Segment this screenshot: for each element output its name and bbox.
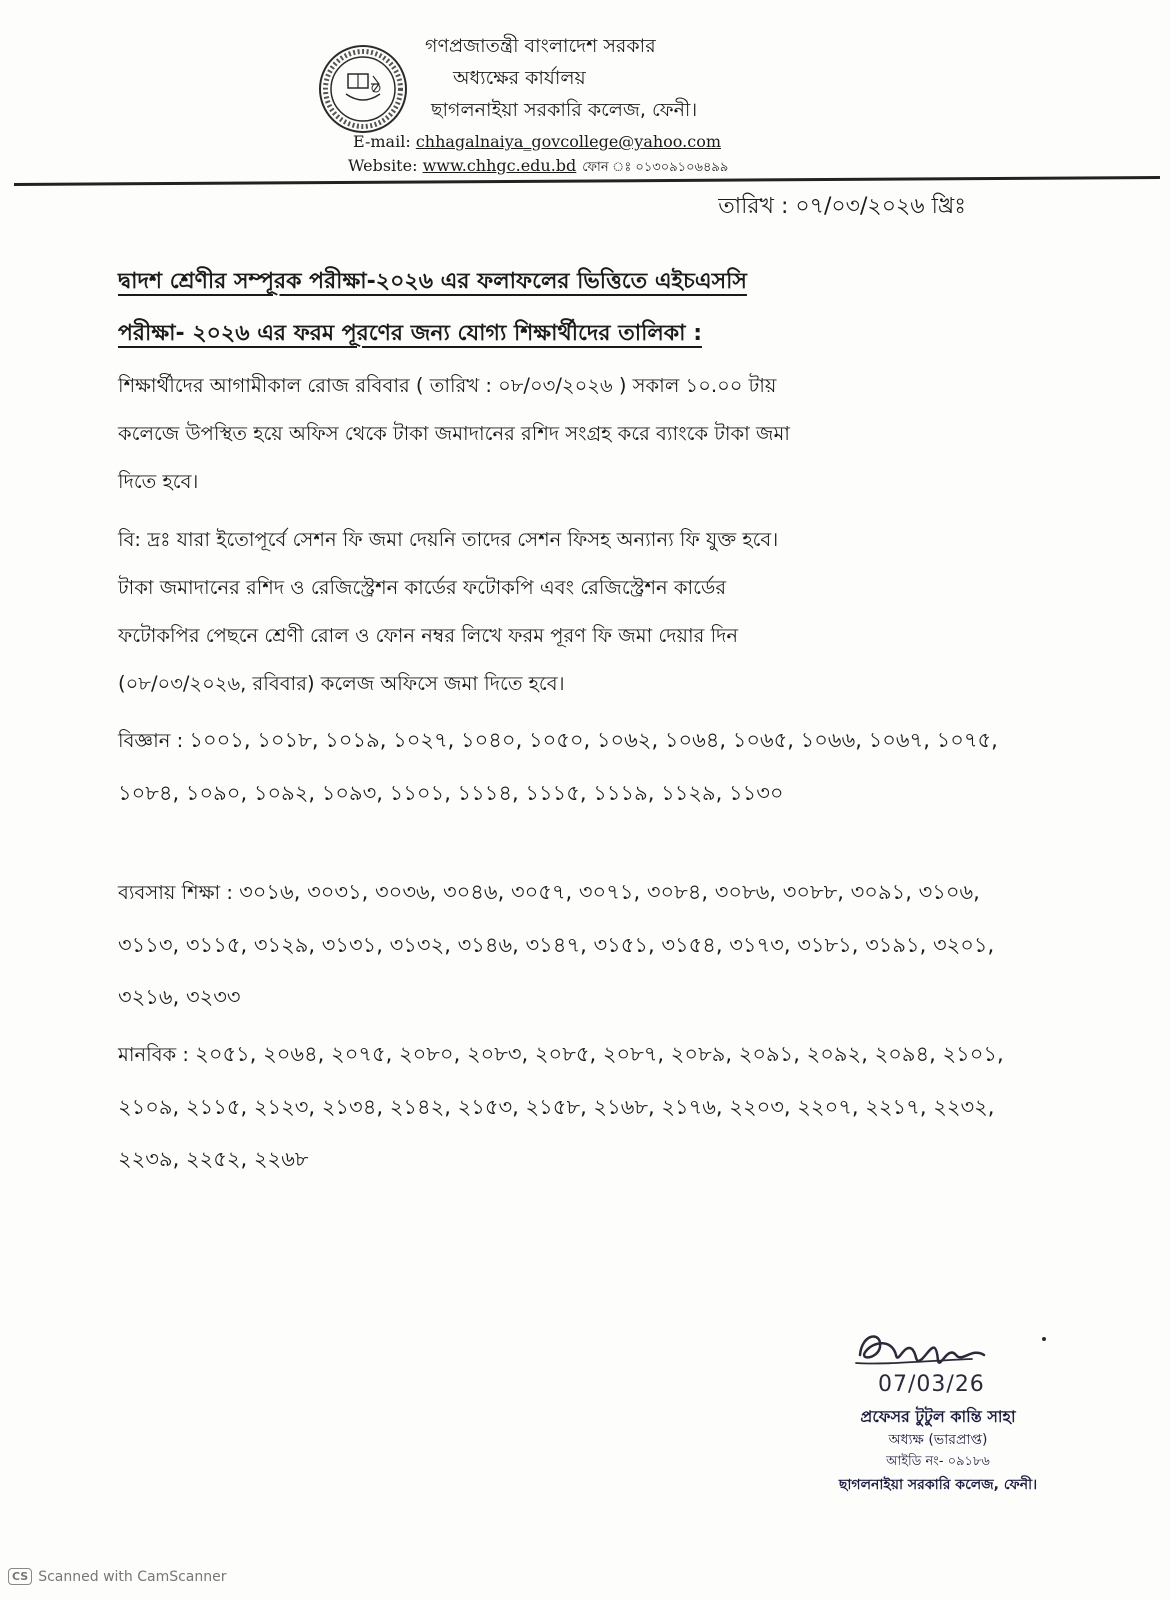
roll-number: ২১৩৪,: [321, 1095, 390, 1119]
roll-number: ৩০৮৮,: [782, 880, 851, 904]
roll-number: ৩০৩৬,: [375, 880, 443, 904]
title-line-2: পরীক্ষা- ২০২৬ এর ফরম পূরণের জন্য যোগ্য শিক্ষার্থীদের তালিকা :: [118, 321, 702, 346]
roll-number: ২২০৭,: [797, 1095, 866, 1119]
group-label: বিজ্ঞান :: [118, 729, 190, 752]
roll-number: ৩০৩১,: [307, 880, 376, 904]
roll-number: ৩০৮৪,: [646, 880, 715, 904]
roll-number: ২২১৭,: [865, 1095, 934, 1119]
website-label: Website:: [348, 156, 423, 175]
roll-number: ২১৪২,: [389, 1095, 458, 1119]
roll-number: ৩১১৩,: [118, 933, 186, 957]
roll-number: ১০৬৫,: [732, 728, 801, 752]
business-group: [118, 866, 1018, 1023]
roll-number: ২০৯২,: [806, 1042, 875, 1066]
roll-number: ৩০১৬,: [239, 880, 308, 904]
roll-number: ১০৪০,: [461, 728, 529, 752]
roll-number: ১০৯২,: [253, 781, 322, 805]
roll-number: ৩১৮১,: [797, 933, 866, 957]
roll-number: ৩১১৫,: [185, 933, 254, 957]
government-name: গণপ্রজাতন্ত্রী বাংলাদেশ সরকার: [425, 35, 656, 57]
letterhead: [425, 30, 785, 126]
science-group: [118, 714, 1018, 819]
roll-number: ১০১৯,: [325, 728, 394, 752]
roll-number: ৩১৩১,: [321, 933, 390, 957]
roll-number: ৩২০১,: [932, 933, 995, 957]
website-link[interactable]: www.chhgc.edu.bd: [422, 156, 577, 175]
roll-number: ৩২১৬,: [118, 985, 186, 1009]
roll-number: ১১৩০: [729, 781, 784, 805]
roll-number: ৩১৩২,: [389, 933, 458, 957]
camscanner-icon: CS: [8, 1568, 32, 1585]
college-name: ছাগলনাইয়া সরকারি কলেজ, ফেনী।: [431, 99, 698, 121]
roll-number: ৩১২৯,: [253, 933, 322, 957]
title-line-1: দ্বাদশ শ্রেণীর সম্পূরক পরীক্ষা-২০২৬ এর ফলাফলের ভিত্তিতে এইচএসসি: [118, 269, 747, 294]
roll-number: ৩১৯১,: [865, 933, 933, 957]
roll-number: ২১৭৬,: [661, 1095, 730, 1119]
roll-number: ২০৫১,: [195, 1042, 264, 1066]
roll-number: ৩২৩৩: [185, 985, 241, 1009]
roll-number: ১০৯৩,: [321, 781, 390, 805]
roll-number: ২২৬৮: [253, 1147, 309, 1171]
signature-date: 07/03/26: [878, 1372, 985, 1397]
roll-number: ৩১৪৬,: [457, 933, 526, 957]
roll-number: ২১৫৮,: [525, 1095, 594, 1119]
group-label: ব্যবসায় শিক্ষা :: [118, 881, 240, 904]
note-paragraph: বি: দ্রঃ যারা ইতোপূর্বে সেশন ফি জমা দেয়নি তাদের সেশন ফিসহ অন্যান্য ফি যুক্ত হবে। টাকা জমাদানের রশিদ ও রেজিস্ট্রেশন কার্ডের ফটোকপি এবং রেজিস্ট্রেশন কার্ডের ফটোকপির পেছনে শ্রেণী রোল ও ফোন নম্বর লিখে ফরম পূরণ ফি জমা দেয়ার দিন (০৮/০৩/২০২৬, রবিবার) কলেজ অফিসে জমা দিতে হবে।: [118, 528, 779, 695]
roll-number: ৩০৭১,: [578, 880, 647, 904]
roll-number: ২১১৫,: [185, 1095, 254, 1119]
roll-number: ২২০৩,: [729, 1095, 798, 1119]
contact-info: [348, 130, 808, 180]
signature-scribble-icon: [852, 1325, 1052, 1377]
roll-number: ১০৬২,: [596, 728, 665, 752]
signatory-id: আইডি নং- ০৯১৮৬: [886, 1454, 990, 1469]
roll-number: ২০৮৫,: [534, 1042, 603, 1066]
notice-title: [118, 256, 978, 360]
roll-number: ২০৯৪,: [874, 1042, 943, 1066]
roll-number: ২১৫৩,: [457, 1095, 526, 1119]
instruction-paragraph: শিক্ষার্থীদের আগামীকাল রোজ রবিবার ( তারিখ : ০৮/০৩/২০২৬ ) সকাল ১০.০০ টায় কলেজে উপস্থিত হয়ে অফিস থেকে টাকা জমাদানের রশিদ সংগ্রহ করে ব্যাংকে টাকা জমা দিতে হবে।: [118, 374, 790, 493]
roll-number: ১০৬৬,: [800, 728, 869, 752]
roll-number: ৩০৫৭,: [510, 880, 579, 904]
roll-number: ১১১৪,: [457, 781, 526, 805]
roll-number: ৩১৫৪,: [661, 933, 730, 957]
roll-number: ২১২৩,: [253, 1095, 322, 1119]
college-seal-icon: [318, 44, 408, 134]
roll-number: ২১০৯,: [118, 1095, 186, 1119]
roll-number: ১০০১,: [189, 728, 258, 752]
roll-number: ২০৮৭,: [602, 1042, 671, 1066]
roll-number: ৩১০৬,: [918, 880, 980, 904]
scanner-text: Scanned with CamScanner: [38, 1568, 227, 1585]
email-link[interactable]: chhagalnaiya_govcollege@yahoo.com: [415, 132, 721, 151]
roll-number: ২০৮৩,: [466, 1042, 535, 1066]
group-label: মানবিক :: [118, 1043, 196, 1066]
roll-number: ১১২৯,: [661, 781, 730, 805]
roll-number: ২০৬৪,: [263, 1042, 332, 1066]
scanner-watermark: [8, 1568, 227, 1585]
signatory-block: [808, 1405, 1068, 1497]
roll-number: ১০৯০,: [185, 781, 254, 805]
humanities-group: [118, 1028, 1018, 1185]
roll-number: ৩০৪৬,: [443, 880, 511, 904]
roll-number: ৩১৭৩,: [729, 933, 798, 957]
email-label: E-mail:: [353, 132, 416, 151]
roll-number: ৩১৫১,: [593, 933, 662, 957]
signatory-name: প্রফেসর টুটুল কান্তি সাহা: [860, 1407, 1016, 1426]
roll-number: ৩১৪৭,: [525, 933, 594, 957]
roll-number: ১০৬৭,: [868, 728, 937, 752]
office-name: অধ্যক্ষের কার্যালয়: [453, 67, 586, 89]
roll-number: ২২৩৯,: [118, 1147, 186, 1171]
roll-number: ১০৫০,: [528, 728, 597, 752]
roll-number: ১০১৮,: [257, 728, 326, 752]
roll-number: ১১১৫,: [525, 781, 594, 805]
roll-number: ২০৭৫,: [331, 1042, 399, 1066]
signatory-institution: ছাগলনাইয়া সরকারি কলেজ, ফেনী।: [838, 1477, 1038, 1493]
roll-number: ৩০৮৬,: [714, 880, 783, 904]
roll-number: ২২৩২,: [933, 1095, 995, 1119]
roll-number: ২১৬৮,: [593, 1095, 662, 1119]
roll-number: ২২৫২,: [185, 1147, 254, 1171]
roll-number: ১১০১,: [389, 781, 458, 805]
roll-number: ১০৬৪,: [664, 728, 733, 752]
roll-number: ২০৮০,: [399, 1042, 467, 1066]
signatory-role: অধ্যক্ষ (ভারপ্রাপ্ত): [888, 1432, 988, 1448]
roll-number: ২০৯১,: [738, 1042, 807, 1066]
roll-number: ৩০৯১,: [850, 880, 919, 904]
phone-number: ফোন ঃ ০১৩০৯১০৬৪৯৯: [582, 160, 729, 175]
notice-date: তারিখ : ০৭/০৩/২০২৬ খ্রিঃ: [718, 194, 966, 219]
roll-number: ২১০১,: [942, 1042, 1004, 1066]
roll-number: ১১১৯,: [593, 781, 662, 805]
roll-number: ১০৮৪,: [118, 781, 186, 805]
roll-number: ২০৮৯,: [670, 1042, 739, 1066]
roll-number: ১০৭৫,: [936, 728, 998, 752]
roll-number: ১০২৭,: [393, 728, 462, 752]
